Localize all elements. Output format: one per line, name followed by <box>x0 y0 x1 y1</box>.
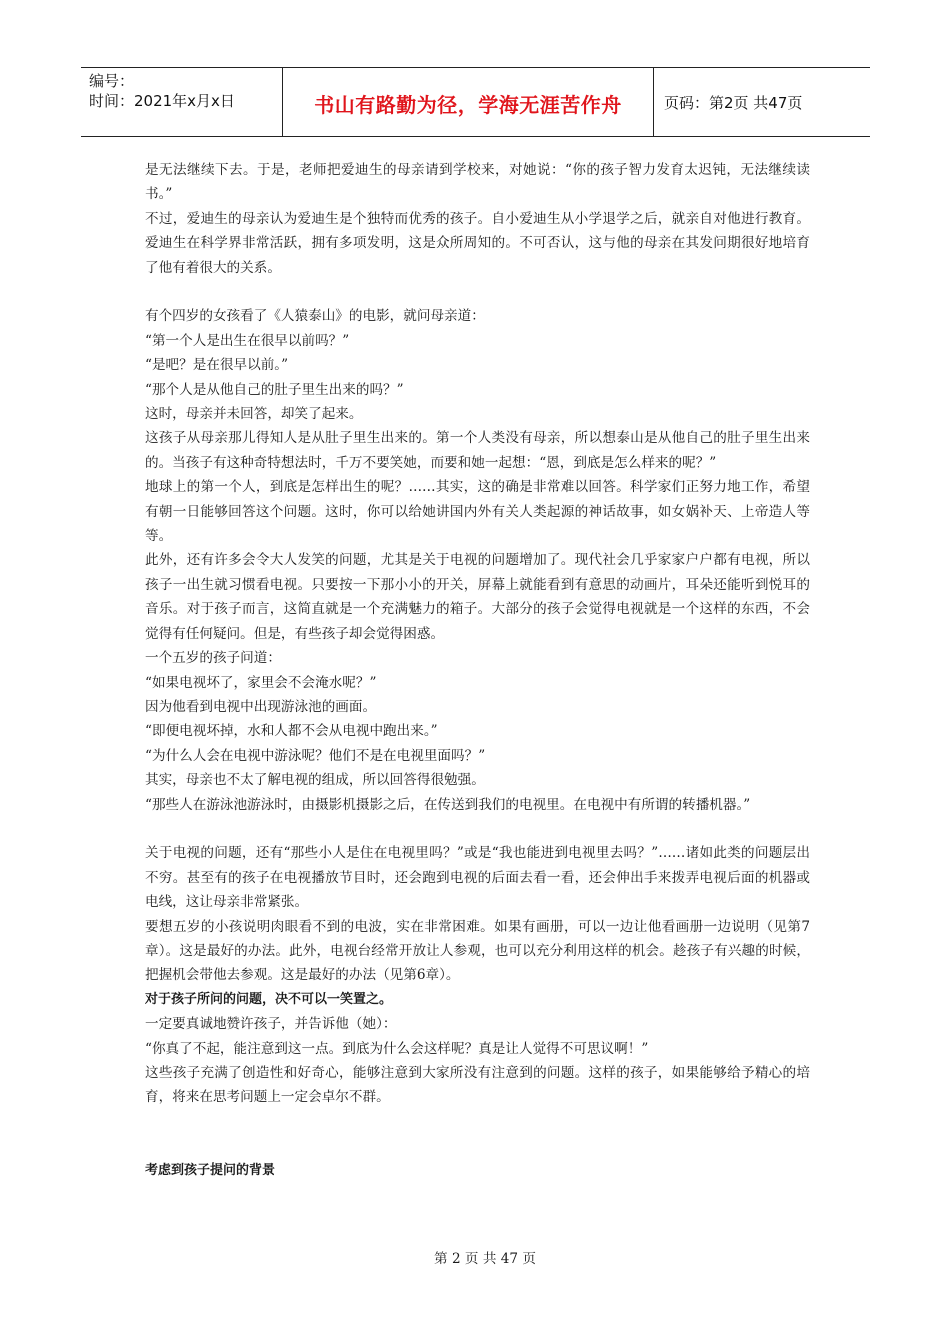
paragraph: 这孩子从母亲那儿得知人是从肚子里生出来的。第一个人类没有母亲，所以想泰山是从他自己的肚子里生出来的。当孩子有这种奇特想法时，千万不要笑她，而要和她一起想：“恩，到底是怎么样来的呢？” <box>145 430 810 471</box>
page-footer <box>0 1247 950 1267</box>
page-header <box>81 67 870 137</box>
header-motto: 书山有路勤为径，学海无涯苦作舟 <box>314 93 622 117</box>
paragraph: “你真了不起，能注意到这一点。到底为什么会这样呢？真是让人觉得不可思议啊！” <box>145 1040 649 1057</box>
paragraph: “即便电视坏掉，水和人都不会从电视中跑出来。” <box>145 723 438 740</box>
paragraph: 其实，母亲也不太了解电视的组成，所以回答得很勉强。 <box>145 772 485 789</box>
paragraph-spacer <box>145 1110 810 1134</box>
paragraph: 一定要真诚地赞许孩子，并告诉他（她）： <box>145 1016 397 1033</box>
paragraph: 要想五岁的小孩说明肉眼看不到的电波，实在非常困难。如果有画册，可以一边让他看画册一边说明（见第7章）。这是最好的办法。此外，电视台经常开放让人参观，也可以充分利用这样的机会。趁孩子有兴趣的时候，把握机会带他去参观。这是最好的办法（见第6章）。 <box>145 918 810 984</box>
paragraph-spacer <box>145 817 810 841</box>
paragraph-spacer <box>145 1134 810 1158</box>
paragraph: 是无法继续下去。于是，老师把爱迪生的母亲请到学校来，对她说：“你的孩子智力发育太迟钝，无法继续读书。” <box>145 162 810 203</box>
paragraph: 不过，爱迪生的母亲认为爱迪生是个独特而优秀的孩子。自小爱迪生从小学退学之后，就亲自对他进行教育。爱迪生在科学界非常活跃，拥有多项发明，这是众所周知的。不可否认，这与他的母亲在其发问期很好地培育了他有着很大的关系。 <box>145 210 810 276</box>
paragraph: 有个四岁的女孩看了《人猿泰山》的电影，就问母亲道： <box>145 308 485 325</box>
header-page-info: 页码：第2页 共47页 <box>664 93 803 112</box>
paragraph: “那个人是从他自己的肚子里生出来的吗？” <box>145 381 404 398</box>
paragraph: 这些孩子充满了创造性和好奇心，能够注意到大家所没有注意到的问题。这样的孩子，如果能够给予精心的培育，将来在思考问题上一定会卓尔不群。 <box>145 1065 810 1106</box>
paragraph: “是吧？是在很早以前。” <box>145 357 289 374</box>
header-meta <box>81 68 283 136</box>
paragraph: 这时，母亲并未回答，却笑了起来。 <box>145 406 363 423</box>
paragraph: 地球上的第一个人，到底是怎样出生的呢？……其实，这的确是非常难以回答。科学家们正努力地工作，希望有朝一日能够回答这个问题。这时，你可以给她讲国内外有关人类起源的神话故事，如女娲补天、上帝造人等等。 <box>145 479 810 545</box>
paragraph: “第一个人是出生在很早以前吗？” <box>145 332 350 349</box>
paragraph: 因为他看到电视中出现游泳池的画面。 <box>145 698 377 715</box>
header-page-info-cell <box>654 68 870 136</box>
header-number-label: 编号： <box>89 72 135 90</box>
paragraph-spacer <box>145 280 810 304</box>
emphasis-paragraph: 对于孩子所问的问题，决不可以一笑置之。 <box>145 991 393 1007</box>
paragraph: “如果电视坏了，家里会不会淹水呢？” <box>145 674 377 691</box>
header-time-label: 时间：2021年x月x日 <box>89 92 235 110</box>
header-motto-cell <box>283 68 654 136</box>
paragraph: 此外，还有许多会令大人发笑的问题，尤其是关于电视的问题增加了。现代社会几乎家家户户都有电视，所以孩子一出生就习惯看电视。只要按一下那小小的开关，屏幕上就能看到有意思的动画片，耳朵还能听到悦耳的音乐。对于孩子而言，这简直就是一个充满魅力的箱子。大部分的孩子会觉得电视就是一个这样的东西，不会觉得有任何疑问。但是，有些孩子却会觉得困惑。 <box>145 552 810 642</box>
paragraph: 一个五岁的孩子问道： <box>145 650 281 667</box>
body-text <box>145 158 810 1183</box>
section-heading: 考虑到孩子提问的背景 <box>145 1162 276 1178</box>
paragraph: “那些人在游泳池游泳时，由摄影机摄影之后，在传送到我们的电视里。在电视中有所谓的转播机器。” <box>145 796 751 813</box>
footer-page-number: 第 2 页 共 47 页 <box>434 1251 536 1267</box>
paragraph: 关于电视的问题，还有“那些小人是住在电视里吗？”或是“我也能进到电视里去吗？”……诸如此类的问题层出不穷。甚至有的孩子在电视播放节目时，还会跑到电视的后面去看一看，还会伸出手来拨弄电视后面的机器或电线，这让母亲非常紧张。 <box>145 845 810 911</box>
paragraph: “为什么人会在电视中游泳呢？他们不是在电视里面吗？” <box>145 747 486 764</box>
